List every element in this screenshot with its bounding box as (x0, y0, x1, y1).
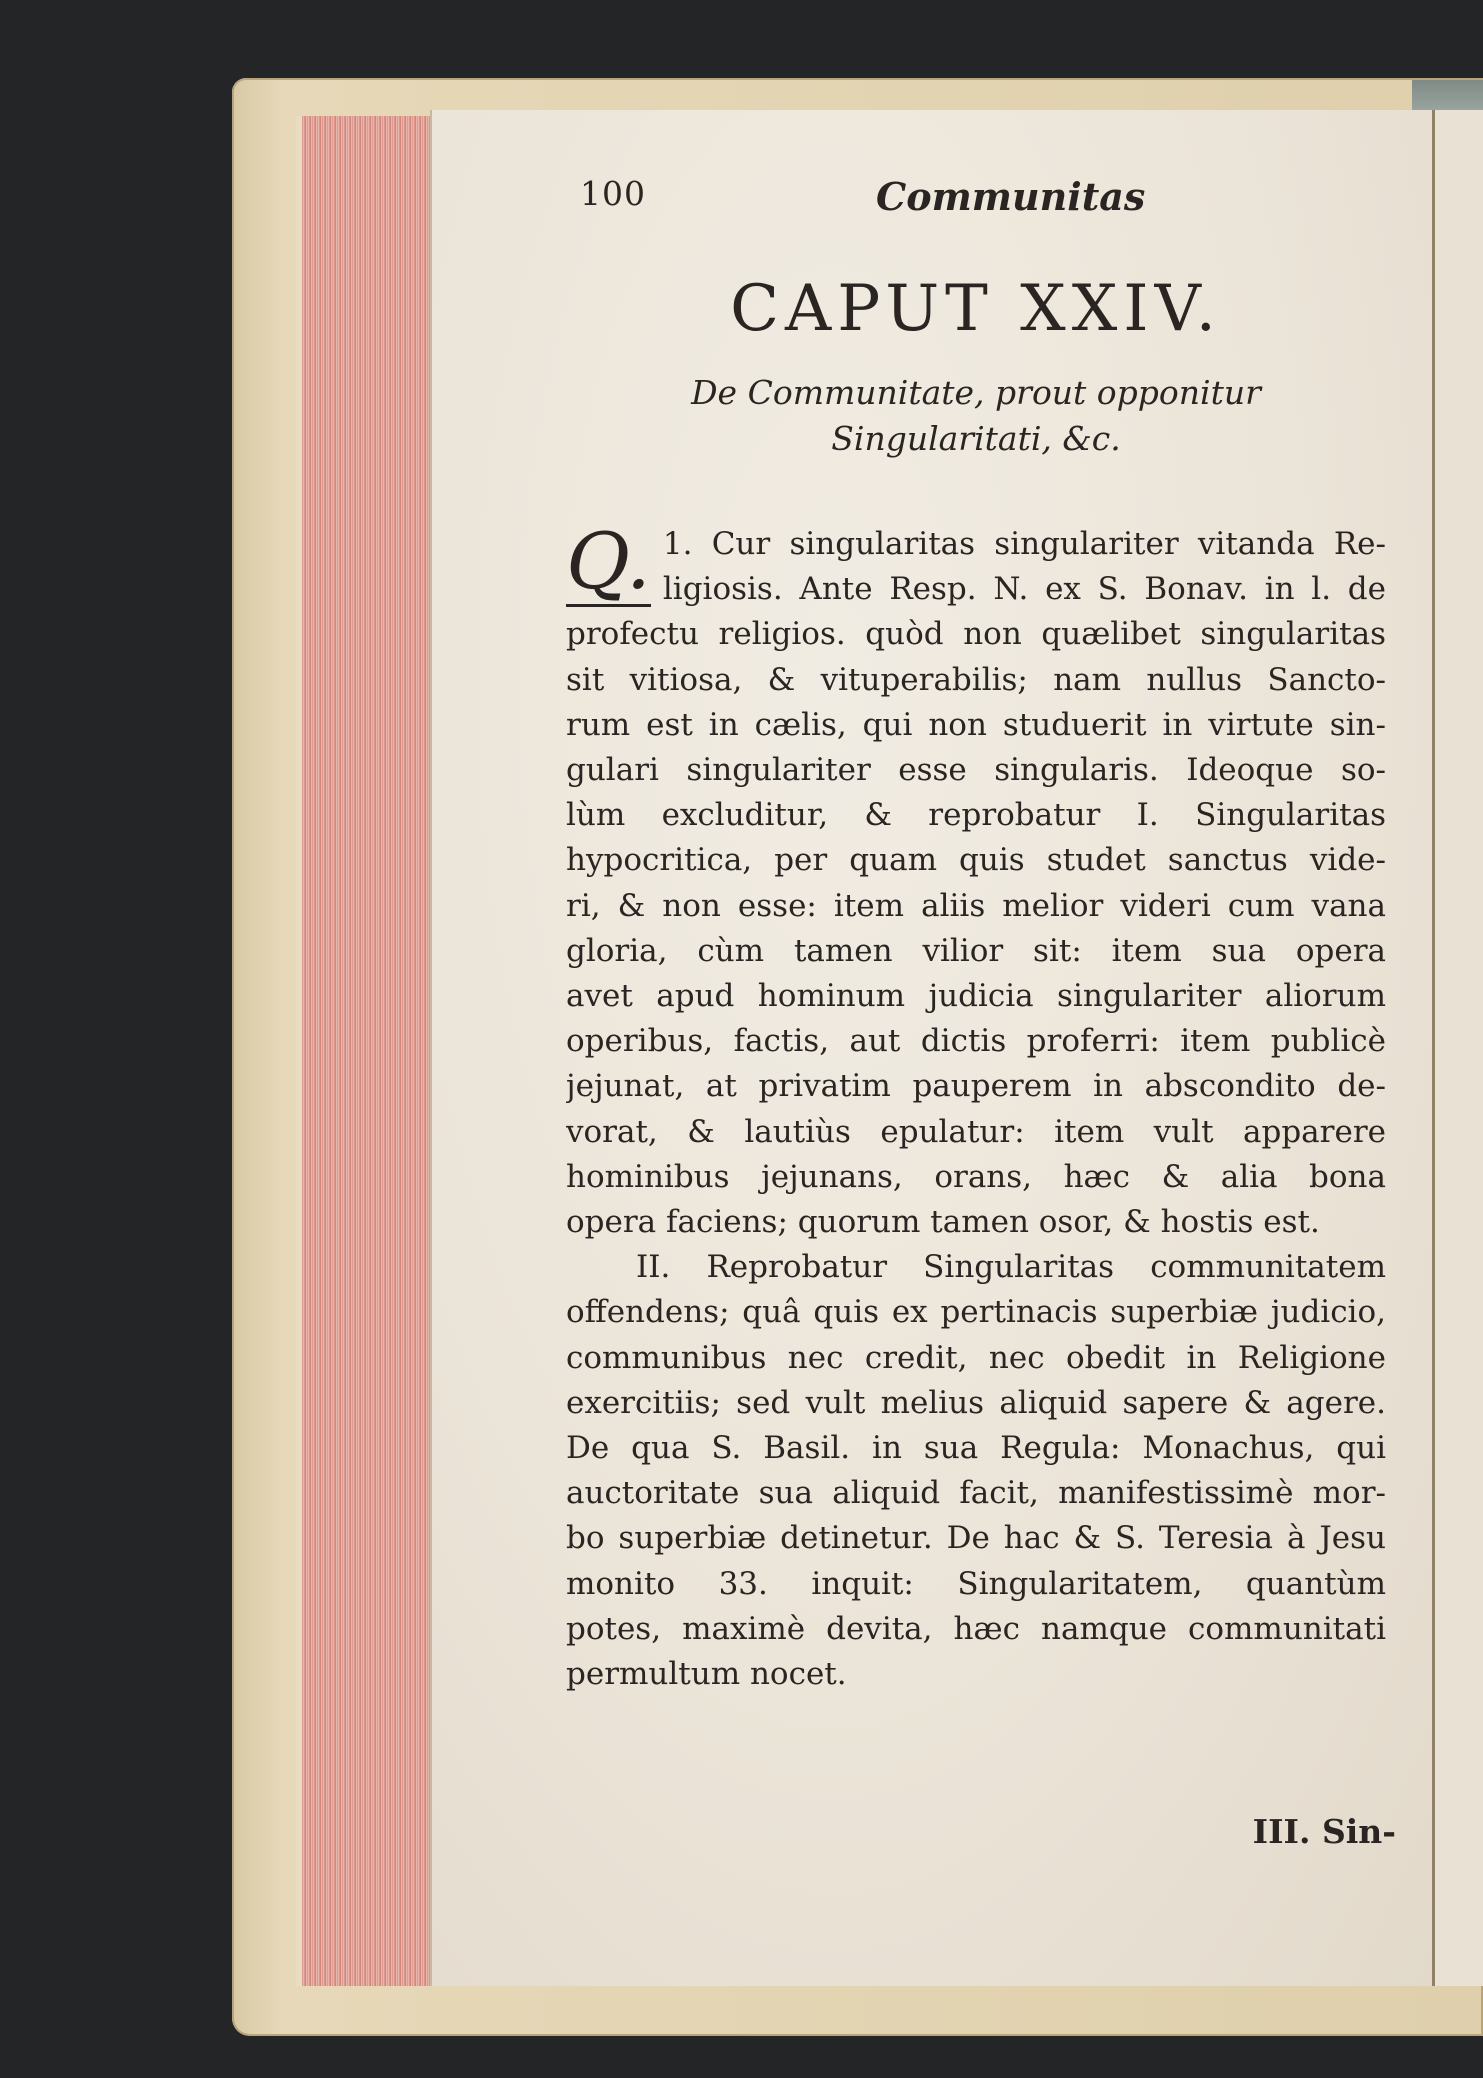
body-line: De qua S. Basil. in sua Regula: Monachus, qui (566, 1430, 1386, 1467)
page-number: 100 (580, 174, 646, 213)
body-line: ri, & non esse: item aliis melior videri cum vana (566, 887, 1386, 924)
body-line: gulari singulariter esse singularis. Ideoque so- (566, 752, 1386, 789)
chapter-subtitle (566, 370, 1386, 462)
body-line: sit vitiosa, & vituperabilis; nam nullus Sancto- (566, 661, 1386, 698)
body-line: 1. Cur singularitas singulariter vitanda Re- (662, 526, 1386, 562)
catchword: III. Sin- (1252, 1812, 1396, 1851)
body-line: communibus nec credit, nec obedit in Religione (566, 1339, 1386, 1376)
body-line: rum est in cælis, qui non studuerit in virtute sin- (566, 706, 1386, 743)
body-line: permultum nocet. (566, 1656, 847, 1693)
body-text (566, 517, 1386, 1697)
body-line: vorat, & lautiùs epulatur: item vult apparere (566, 1113, 1386, 1150)
running-header (566, 174, 1386, 224)
body-line: hominibus jejunans, orans, hæc & alia bona (566, 1158, 1386, 1195)
body-line: exercitiis; sed vult melius aliquid sapere & agere. (566, 1384, 1386, 1421)
body-line: avet apud hominum judicia singulariter aliorum (566, 978, 1386, 1015)
body-line: opera faciens; quorum tamen osor, & hostis est. (566, 1204, 1320, 1241)
body-line: ligiosis. Ante Resp. N. ex S. Bonav. in l. de (662, 571, 1386, 608)
body-line: monito 33. inquit: Singularitatem, quantùm (566, 1565, 1386, 1602)
body-line: gloria, cùm tamen vilior sit: item sua opera (566, 932, 1386, 969)
body-line: jejunat, at privatim pauperem in abscondito de- (566, 1068, 1386, 1105)
facing-page-edge (1432, 110, 1483, 1986)
body-line: hypocritica, per quam quis studet sanctus vide- (566, 842, 1386, 879)
subtitle-line: De Communitate, prout opponitur (691, 373, 1261, 412)
body-line: potes, maximè devita, hæc namque communitati (566, 1610, 1386, 1647)
body-line: profectu religios. quòd non quælibet singularitas (566, 616, 1386, 653)
body-line: auctoritate sua aliquid facit, manifestissimè mor- (566, 1475, 1386, 1512)
body-line: bo superbiæ detinetur. De hac & S. Teresia à Jesu (566, 1520, 1386, 1557)
drop-cap: Q. (566, 517, 651, 607)
body-line: lùm excluditur, & reprobatur I. Singularitas (566, 797, 1386, 834)
chapter-title: CAPUT XXIV. (730, 272, 1222, 346)
page-edges (296, 116, 435, 1986)
body-line: II. Reprobatur Singularitas communitatem (636, 1249, 1386, 1286)
running-head-title: Communitas (876, 174, 1146, 219)
body-line: offendens; quâ quis ex pertinacis superbiæ judicio, (566, 1294, 1386, 1331)
subtitle-line: Singularitati, &c. (831, 419, 1121, 458)
body-line: operibus, factis, aut dictis proferri: item publicè (566, 1023, 1386, 1060)
